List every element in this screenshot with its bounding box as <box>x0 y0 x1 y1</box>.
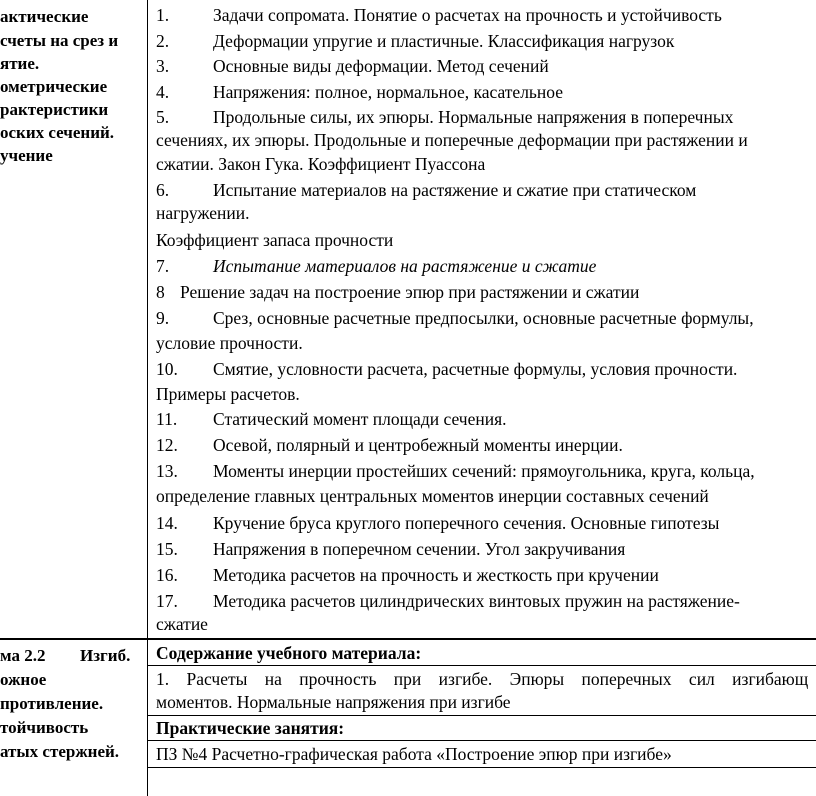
topic2-line: тойчивость <box>0 718 89 737</box>
item-number: 16. <box>156 565 178 585</box>
list-item <box>156 408 507 431</box>
list-item <box>156 512 719 535</box>
item-text: Испытание материалов на растяжение и сжатие <box>213 256 597 276</box>
row-divider-bottom <box>148 767 816 768</box>
topic1-line: оских сечений. <box>0 123 115 142</box>
list-item <box>156 281 639 304</box>
practice-header: Практические занятия: <box>156 718 345 738</box>
row-divider-content <box>148 665 816 666</box>
item-number: 9. <box>156 308 170 328</box>
list-item <box>156 434 623 457</box>
item-text: Основные виды деформации. Метод сечений <box>213 56 549 76</box>
item-text: Методика расчетов на прочность и жесткость при кручении <box>213 565 659 585</box>
list-item <box>156 307 754 330</box>
item-number: 15. <box>156 539 178 559</box>
item-number: 12. <box>156 435 178 455</box>
item-text: Кручение бруса круглого поперечного сечения. Основные гипотезы <box>213 513 720 533</box>
item-text: Смятие, условности расчета, расчетные формулы, условия прочности. <box>213 359 738 379</box>
item-text: Напряжения: полное, нормальное, касательное <box>213 82 564 102</box>
item-continuation: Коэффициент запаса прочности <box>156 230 394 250</box>
list-item <box>156 30 674 53</box>
item-text: Статический момент площади сечения. <box>213 409 507 429</box>
item-number: 1. <box>156 5 170 25</box>
topic2-line: противление. <box>0 694 104 713</box>
list-item <box>156 106 733 129</box>
topic1-line: рактеристики <box>0 100 109 119</box>
item-number: 10. <box>156 359 178 379</box>
column-divider <box>147 0 148 796</box>
item-continuation: Примеры расчетов. <box>156 384 300 404</box>
item-text: Методика расчетов цилиндрических винтовых пружин на растяжение- <box>213 591 740 611</box>
item-number: 17. <box>156 591 178 611</box>
practice-item: ПЗ №4 Расчетно-графическая работа «Построение эпюр при изгибе» <box>156 744 672 764</box>
item-number: 8 <box>156 282 165 302</box>
list-item <box>156 55 549 78</box>
list-item <box>156 358 737 381</box>
topic2-line: атых стержней. <box>0 742 120 761</box>
item-text: Деформации упругие и пластичные. Классификация нагрузок <box>213 31 675 51</box>
item-number: 2. <box>156 31 170 51</box>
row-divider-topic-end <box>0 638 816 640</box>
topic1-line: счеты на срез и <box>0 31 119 50</box>
item-text: Срез, основные расчетные предпосылки, основные расчетные формулы, <box>213 308 754 328</box>
item-continuation: сжатии. Закон Гука. Коэффициент Пуассона <box>156 154 486 174</box>
content-item: 1. Расчеты на прочность при изгибе. Эпюры поперечных сил изгибающ <box>156 669 809 689</box>
item-text: Задачи сопромата. Понятие о расчетах на прочность и устойчивость <box>213 5 722 25</box>
row-divider-practice <box>148 740 816 741</box>
list-item <box>156 590 740 613</box>
list-item <box>156 81 563 104</box>
item-number: 14. <box>156 513 178 533</box>
topic2-line: ма 2.2 <box>0 646 46 665</box>
item-continuation: сечениях, их эпюры. Продольные и поперечные деформации при растяжении и <box>156 130 748 150</box>
topic2-line: ожное <box>0 670 47 689</box>
content-header: Содержание учебного материала: <box>156 643 422 663</box>
item-number: 5. <box>156 107 170 127</box>
item-number: 13. <box>156 461 178 481</box>
item-continuation: сжатие <box>156 614 208 634</box>
content-item-continuation: моментов. Нормальные напряжения при изгибе <box>156 692 511 712</box>
item-text: Решение задач на построение эпюр при растяжении и сжатии <box>180 282 640 302</box>
list-item <box>156 4 722 27</box>
row-divider-item <box>148 715 816 716</box>
list-item <box>156 255 596 278</box>
topic1-line: ятие. <box>0 54 40 73</box>
item-number: 11. <box>156 409 178 429</box>
item-text: Напряжения в поперечном сечении. Угол закручивания <box>213 539 626 559</box>
topic1-line: ометрические <box>0 77 108 96</box>
item-number: 3. <box>156 56 170 76</box>
item-text: Моменты инерции простейших сечений: прямоугольника, круга, кольца, <box>213 461 755 481</box>
item-continuation: определение главных центральных моментов инерции составных сечений <box>156 486 709 506</box>
item-text: Осевой, полярный и центробежный моменты инерции. <box>213 435 623 455</box>
list-item <box>156 538 625 561</box>
list-item <box>156 179 696 202</box>
list-item <box>156 564 659 587</box>
item-number: 7. <box>156 256 170 276</box>
topic1-line: учение <box>0 146 53 165</box>
topic2-line: Изгиб. <box>80 646 131 665</box>
item-text: Испытание материалов на растяжение и сжатие при статическом <box>213 180 697 200</box>
item-continuation: нагружении. <box>156 203 250 223</box>
list-item <box>156 460 755 483</box>
item-number: 4. <box>156 82 170 102</box>
topic1-line: актические <box>0 7 89 26</box>
item-continuation: условие прочности. <box>156 333 303 353</box>
item-number: 6. <box>156 180 170 200</box>
item-text: Продольные силы, их эпюры. Нормальные напряжения в поперечных <box>213 107 734 127</box>
